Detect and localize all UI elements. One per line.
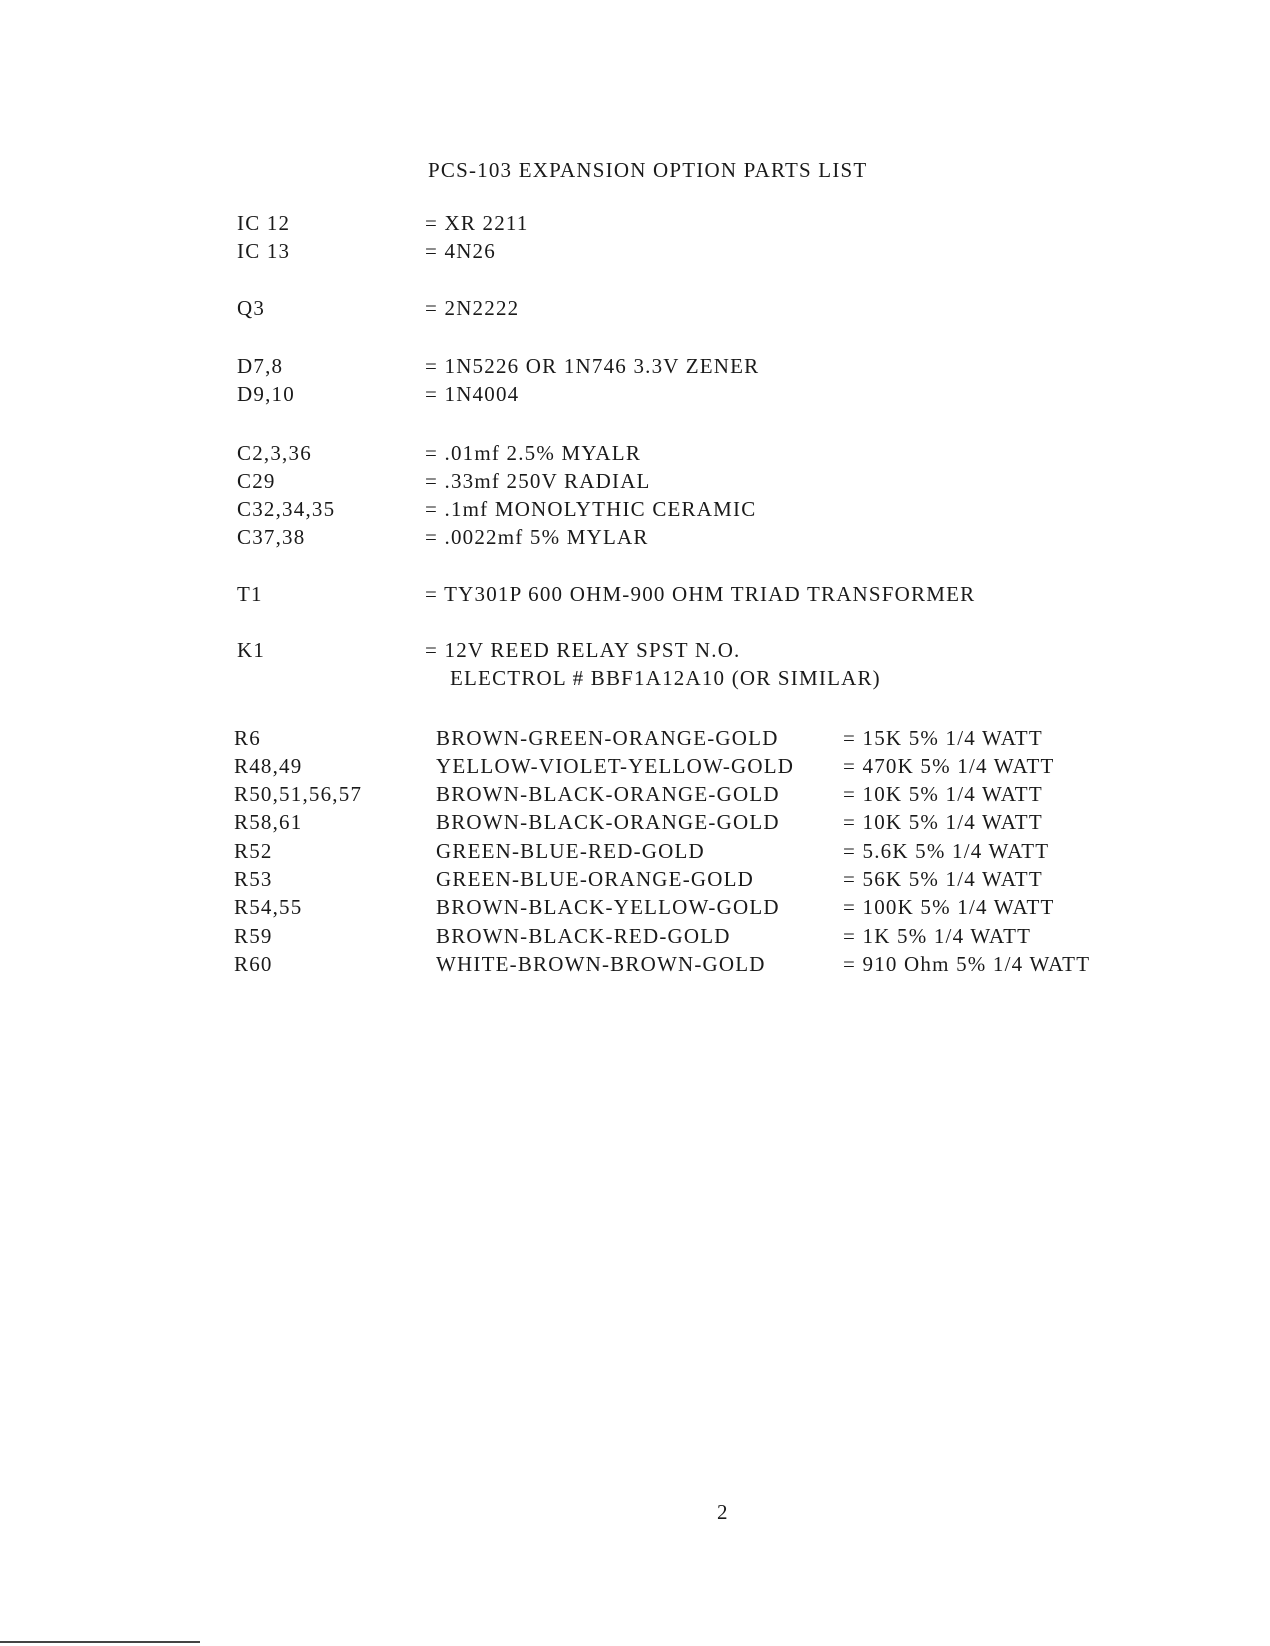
part-value: = .0022mf 5% MYLAR [425,525,649,549]
part-value: = XR 2211 [425,211,529,235]
part-ref: C29 [237,469,276,493]
part-value: = 1N5226 OR 1N746 3.3V ZENER [425,354,760,378]
resistor-color-code: WHITE-BROWN-BROWN-GOLD [436,952,766,976]
resistor-color-code: GREEN-BLUE-RED-GOLD [436,839,705,863]
part-ref: D7,8 [237,354,284,378]
scan-edge-line [0,1641,200,1643]
page-number: 2 [717,1500,729,1524]
part-ref: C32,34,35 [237,497,336,521]
resistor-value: = 5.6K 5% 1/4 WATT [843,839,1050,863]
resistor-ref: R59 [234,924,273,948]
part-value: = .1mf MONOLYTHIC CERAMIC [425,497,757,521]
part-value: = 2N2222 [425,296,520,320]
resistor-color-code: BROWN-GREEN-ORANGE-GOLD [436,726,779,750]
part-value: = TY301P 600 OHM-900 OHM TRIAD TRANSFORMER [425,582,976,606]
part-ref: IC 13 [237,239,291,263]
resistor-ref: R54,55 [234,895,303,919]
resistor-color-code: BROWN-BLACK-ORANGE-GOLD [436,810,780,834]
resistor-value: = 100K 5% 1/4 WATT [843,895,1055,919]
resistor-color-code: GREEN-BLUE-ORANGE-GOLD [436,867,755,891]
resistor-ref: R6 [234,726,261,750]
part-ref: K1 [237,638,266,662]
resistor-value: = 1K 5% 1/4 WATT [843,924,1032,948]
resistor-ref: R52 [234,839,273,863]
part-ref: C37,38 [237,525,306,549]
part-ref: Q3 [237,296,266,320]
resistor-value: = 910 Ohm 5% 1/4 WATT [843,952,1091,976]
part-ref: D9,10 [237,382,295,406]
resistor-color-code: BROWN-BLACK-YELLOW-GOLD [436,895,780,919]
part-value: = .01mf 2.5% MYALR [425,441,642,465]
resistor-value: = 10K 5% 1/4 WATT [843,810,1043,834]
part-value: = 12V REED RELAY SPST N.O. [425,638,741,662]
page-title: PCS-103 EXPANSION OPTION PARTS LIST [428,158,868,182]
part-ref: C2,3,36 [237,441,312,465]
part-value: = .33mf 250V RADIAL [425,469,651,493]
part-value: = 4N26 [425,239,496,263]
resistor-value: = 10K 5% 1/4 WATT [843,782,1043,806]
resistor-ref: R48,49 [234,754,303,778]
resistor-value: = 15K 5% 1/4 WATT [843,726,1043,750]
part-ref: T1 [237,582,263,606]
part-value: = 1N4004 [425,382,520,406]
resistor-ref: R50,51,56,57 [234,782,363,806]
resistor-value: = 470K 5% 1/4 WATT [843,754,1055,778]
resistor-ref: R53 [234,867,273,891]
resistor-ref: R60 [234,952,273,976]
resistor-color-code: BROWN-BLACK-RED-GOLD [436,924,731,948]
resistor-color-code: YELLOW-VIOLET-YELLOW-GOLD [436,754,795,778]
resistor-ref: R58,61 [234,810,303,834]
part-value-line2: ELECTROL # BBF1A12A10 (OR SIMILAR) [450,666,881,690]
resistor-value: = 56K 5% 1/4 WATT [843,867,1043,891]
resistor-color-code: BROWN-BLACK-ORANGE-GOLD [436,782,780,806]
part-ref: IC 12 [237,211,291,235]
